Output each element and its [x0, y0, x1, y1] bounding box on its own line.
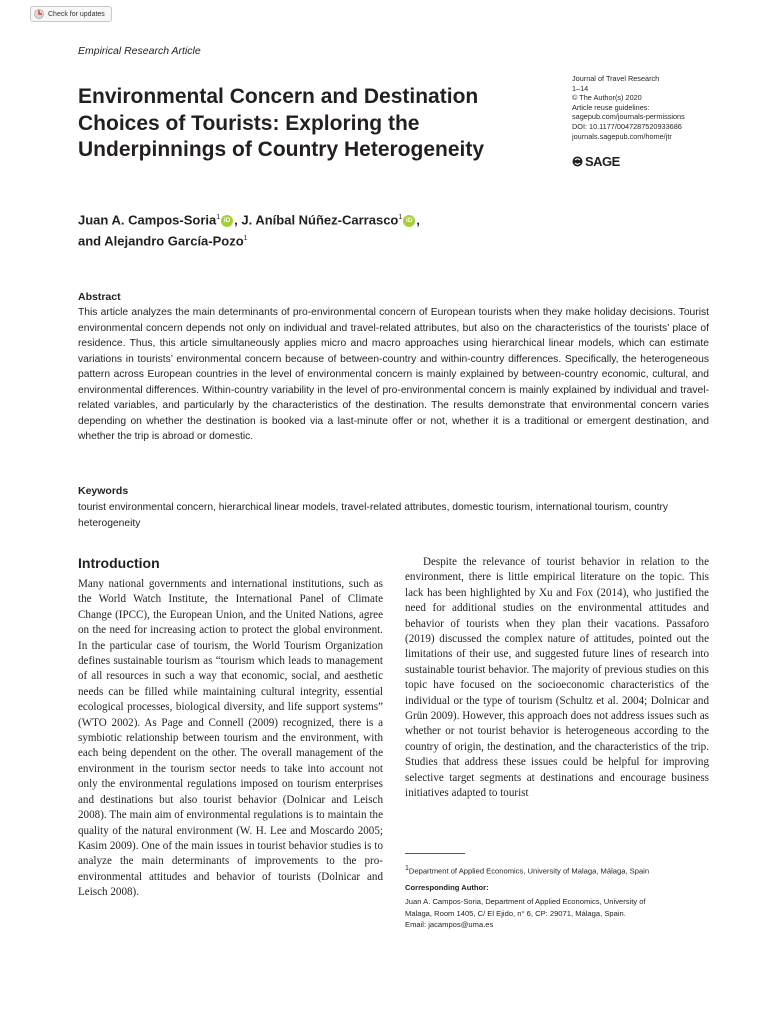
introduction-heading: Introduction	[78, 555, 160, 571]
author-separator: ,	[234, 212, 242, 228]
title-line: Choices of Tourists: Exploring the	[78, 111, 420, 135]
author-list	[78, 208, 578, 251]
sage-logo-icon	[572, 156, 583, 167]
journal-url[interactable]: journals.sagepub.com/home/jtr	[572, 131, 672, 141]
check-for-updates-badge[interactable]	[30, 6, 112, 22]
corr-email[interactable]: Email: jacampos@uma.es	[405, 920, 494, 930]
affiliation-marker: 1	[243, 235, 248, 243]
article-type: Empirical Research Article	[78, 45, 201, 57]
permissions-link[interactable]: sagepub.com/journals-permissions	[572, 112, 685, 122]
corr-line: Malaga, Room 1405, C/ El Ejido, n° 6, CP: 29071, Málaga, Spain.	[405, 908, 626, 918]
copyright: © The Author(s) 2020	[572, 93, 642, 103]
author-name: Juan A. Campos-Soria	[78, 212, 217, 228]
affiliation-text: Department of Applied Economics, University of Malaga, Málaga, Spain	[408, 866, 650, 876]
orcid-icon[interactable]: iD	[221, 215, 233, 227]
journal-meta	[572, 74, 752, 141]
check-for-updates-label: Check for updates	[48, 10, 105, 18]
article-title	[78, 84, 538, 164]
title-line: Underpinnings of Country Heterogeneity	[78, 138, 485, 161]
author-separator: ,	[416, 212, 420, 228]
body-text-left-column: Many national governments and international institutions, such as the World Watch Institute, the International Panel of Climate Change (IPCC), the European Union, and the United Nations, agree on the need for increasing action to protect the global environment. In the particular case of tourism, the World Tourism Organization defines sustainable tourism as “tourism which leads to management of all resources in such a way that economic, social, and aesthetic needs can be filled while maintaining cultural integrity, essential ecological processes, biological diversity, and life support systems” (WTO 2002). As Page and Connell (2009) recognized, there is a symbiotic relationship between tourism and the environment, with each being dependent on the other. The overall management of the environment in the tourism sector needs to take into account not only the environmental regulations imposed on tourism enterprises and destinations but also tourist behavior (Dolnicar and Leisch 2008). The main aim of environmental regulations is to maintain the quality of the natural environment (W. H. Lee and Moscardo 2005; Kasim 2009). One of the main issues in tourist behavior studies is to analyze the main determinants of improvements to the pro-environmental attitudes and behavior of tourists (Dolnicar and Leisch 2008).	[78, 578, 383, 899]
footnote-divider	[405, 853, 465, 854]
author-line-2	[78, 229, 578, 250]
author-name: and Alejandro García-Pozo	[78, 233, 244, 249]
orcid-icon[interactable]: iD	[403, 215, 415, 227]
affiliation-footnote	[405, 864, 715, 877]
footnote-marker: 1	[405, 865, 409, 872]
affiliation-marker: 1	[398, 214, 403, 221]
keywords-heading: Keywords	[78, 485, 129, 497]
corresponding-author-heading: Corresponding Author:	[405, 883, 489, 892]
publisher-logo	[572, 154, 620, 169]
abstract-heading: Abstract	[78, 291, 121, 303]
author-line-1	[78, 208, 578, 229]
doi[interactable]: DOI: 10.1177/0047287520933686	[572, 121, 682, 131]
publisher-name: SAGE	[585, 154, 620, 169]
keywords-text: tourist environmental concern, hierarchical linear models, travel-related attributes, domestic tourism, international tourism, country heterogeneity	[78, 502, 669, 529]
body-text-right-column: Despite the relevance of tourist behavior in relation to the environment, there is little empirical literature on the topic. This lack has been highlighted by Xu and Fox (2014), who justified the need for additional studies on the environmental attitudes and behavior of tourists when they plan their vacations. Passaforo (2019) discussed the complex nature of attitudes, pointed out the limitations of their use, and suggested future lines of research into sustainable tourist behavior. The majority of previous studies on this topic have focused on the socioeconomic characteristics of the individual or the type of tourism (Schultz et al. 2004; Dolnicar and Grün 2009). However, this approach does not address issues such as whether or not tourist behavior is heterogeneous according to the country of origin, the destination, and the characteristics of the trip. Studies that address these issues could be helpful for improving selective target segments at destinations and encourage business initiatives adapted to tourist	[405, 556, 709, 800]
reuse-label: Article reuse guidelines:	[572, 102, 650, 112]
journal-name: Journal of Travel Research	[572, 74, 660, 83]
corr-line: Juan A. Campos-Soria, Department of Applied Economics, University of	[405, 897, 646, 906]
crossmark-icon	[34, 9, 44, 19]
page-range: 1–14	[572, 83, 589, 93]
title-line: Environmental Concern and Destination	[78, 85, 479, 108]
corresponding-author-details	[405, 896, 715, 931]
affiliation-marker: 1	[216, 214, 221, 221]
abstract-text: This article analyzes the main determinants of pro-environmental concern of European tourists when they make holiday decisions. Tourist environmental concern depends not only on individual and travel-related attributes, but also on the characteristics of the tourists’ place of residence. Thus, this article simultaneously applies micro and macro approaches using hierarchical linear models, which can estimate variations in tourists’ environmental concern because of between-country and within-country differences. Specifically, the heterogeneous pattern across European countries in the level of environmental concern is mainly explained by between-country economic, cultural, and environmental differences. Within-country variability in the level of pro-environmental concern is mainly explained by individual and travel-related variables, and particularly by the characteristics of the destination. The results demonstrate that environmental concern varies depending on whether the destination is booked via a last-minute offer or not, whether it is a traditional or emergent destination, and whether the trip is abroad or domestic.	[78, 307, 709, 442]
author-name: J. Aníbal Núñez-Carrasco	[241, 212, 399, 228]
